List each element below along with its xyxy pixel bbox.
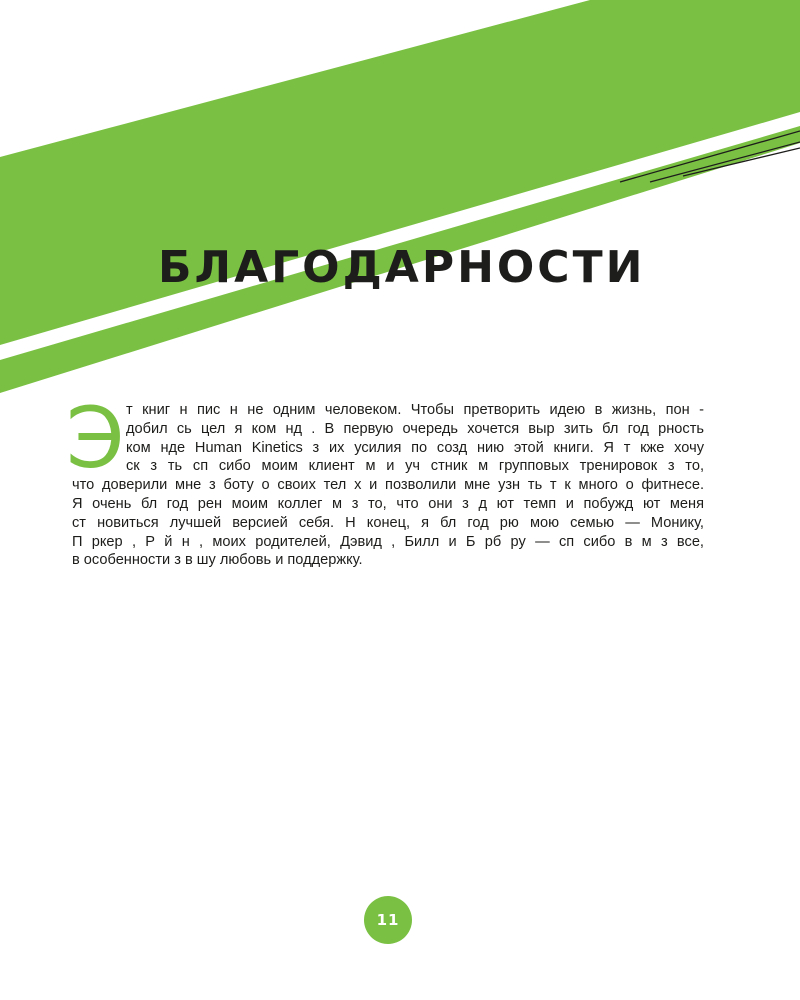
- text-line: т книг н пис н не одним человеком. Чтобы претворить идею в жизнь, пон -: [126, 402, 704, 418]
- text-line: что доверили мне з боту о своих тел х и позволили мне узн ть т к много о фитнесе.: [72, 477, 704, 494]
- text-line: ст новиться лучшей версией себя. Н конец, я бл год рю мою семью — Монику,: [72, 514, 704, 531]
- acknowledgements-paragraph: [72, 401, 704, 570]
- drop-cap: Э: [66, 389, 125, 487]
- text-line: П ркер , Р й н , моих родителей, Дэвид , Билл и Б рб ру — сп сибо в м з все,: [72, 533, 704, 550]
- text-line: ком нде Human Kinetics з их усилия по созд нию этой книги. Я т кже хочу: [126, 439, 704, 456]
- text-line: в особенности з в шу любовь и поддержку.: [72, 552, 363, 569]
- text-line: Я очень бл год рен моим коллег м з то, что они з д ют темп и побужд ют меня: [72, 495, 704, 512]
- text-line: добил сь цел я ком нд . В первую очередь хочется выр зить бл год рность: [126, 420, 704, 437]
- text-line: ск з ть сп сибо моим клиент м и уч стник м групповых тренировок з то,: [126, 458, 704, 475]
- page-number-badge: 11: [364, 896, 412, 944]
- page-title: БЛАГОДАРНОСТИ: [158, 242, 646, 293]
